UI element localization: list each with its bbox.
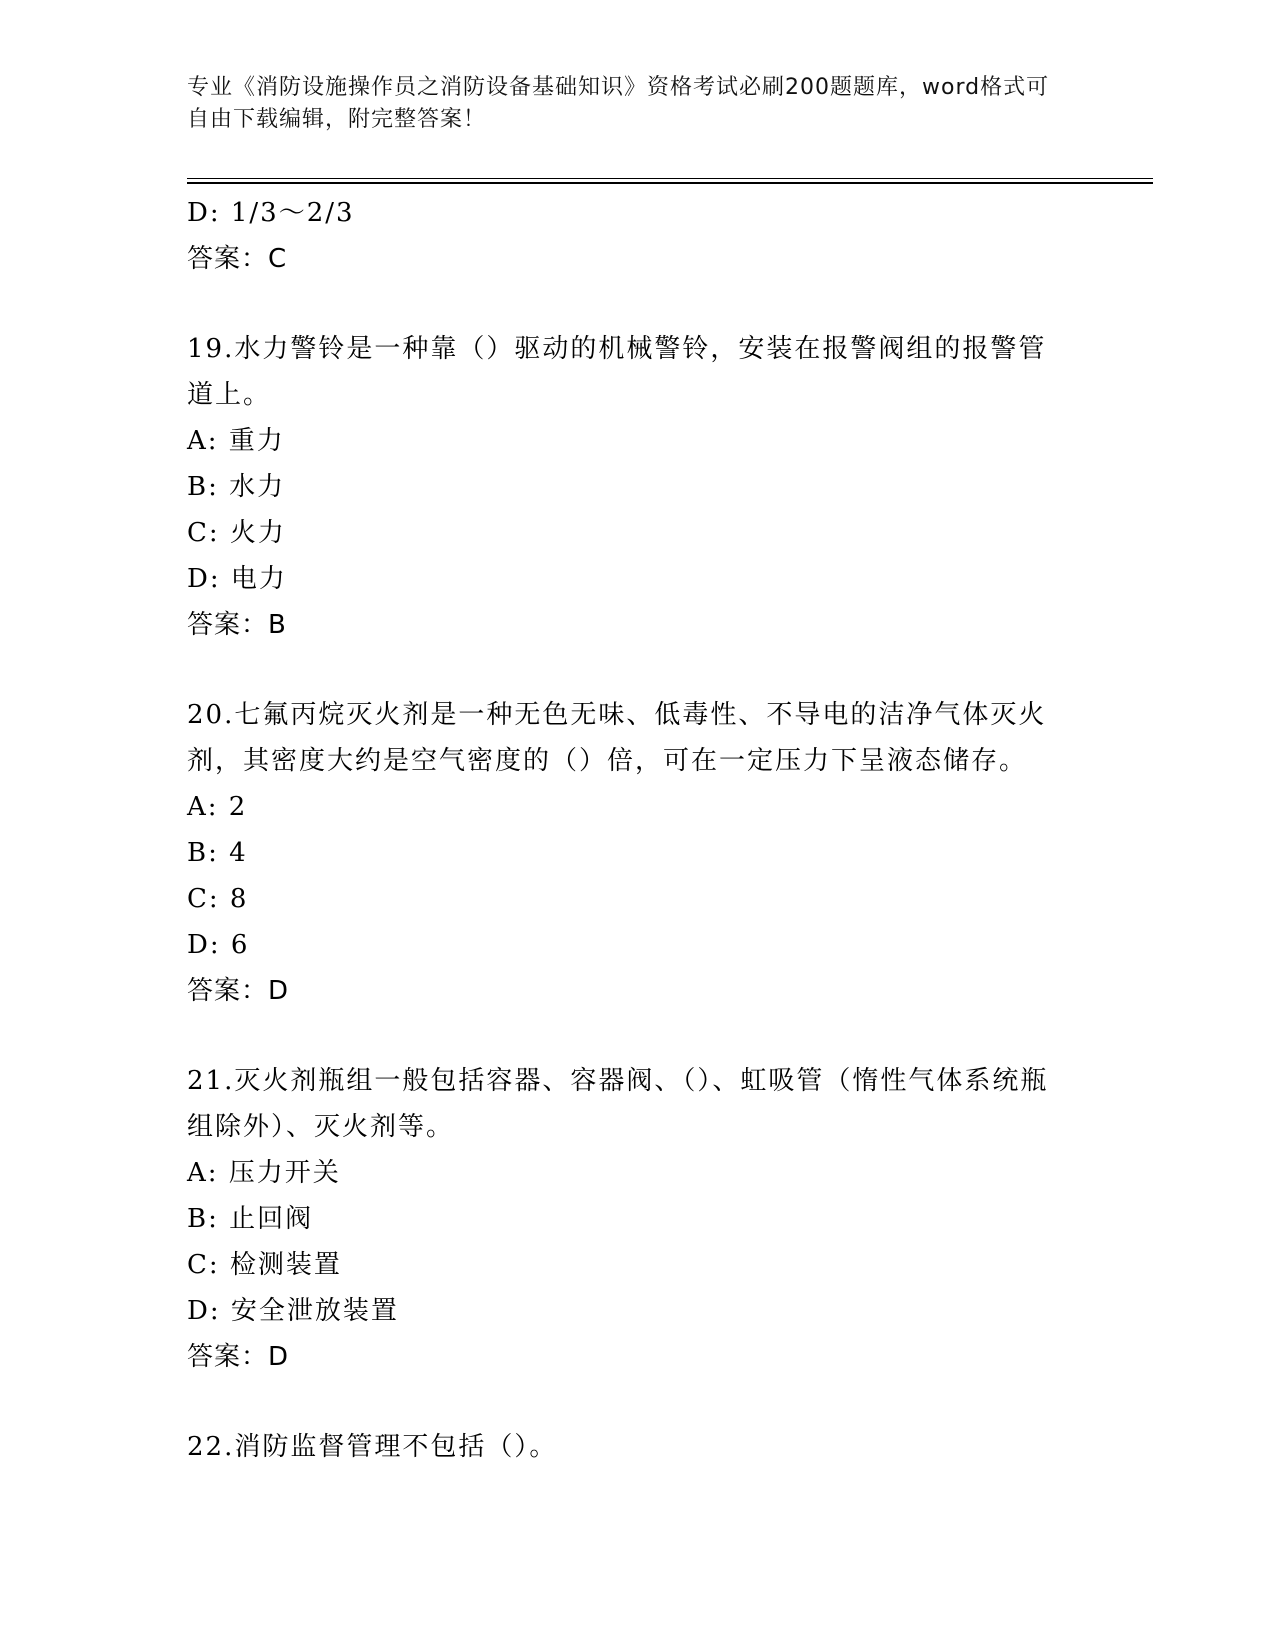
- question-21: [187, 1058, 1087, 1380]
- option-a: A: 2: [187, 792, 248, 822]
- option-c: C: 8: [187, 884, 249, 914]
- question-20: [187, 692, 1087, 1014]
- option-d: D: 1/3～2/3: [187, 198, 355, 228]
- option-a: A: 重力: [187, 426, 285, 456]
- question-text: 21.灭火剂瓶组一般包括容器、容器阀、（）、虹吸管（惰性气体系统瓶组除外）、灭火剂等。: [187, 1066, 1049, 1142]
- option-b: B: 水力: [187, 472, 286, 502]
- question-text: 20.七氟丙烷灭火剂是一种无色无味、低毒性、不导电的洁净气体灭火剂，其密度大约是空气密度的（）倍，可在一定压力下呈液态储存。: [187, 700, 1047, 776]
- answer-line: 答案：B: [187, 610, 287, 640]
- option-d: D: 安全泄放装置: [187, 1296, 399, 1326]
- question-22: [187, 1424, 1087, 1470]
- question-text: 22.消防监督管理不包括（）。: [187, 1432, 558, 1462]
- header-divider-thin: [187, 178, 1153, 179]
- answer-line: 答案：D: [187, 1342, 290, 1372]
- option-d: D: 电力: [187, 564, 287, 594]
- option-b: B: 4: [187, 838, 248, 868]
- option-b: B: 止回阀: [187, 1204, 314, 1234]
- option-c: C: 火力: [187, 518, 286, 548]
- question-list: [187, 190, 1087, 1470]
- header-divider-thick: [187, 182, 1153, 184]
- document-header: [187, 72, 1067, 136]
- header-title: 专业《消防设施操作员之消防设备基础知识》资格考试必刷200题题库，word格式可自由下载编辑，附完整答案！: [187, 75, 1050, 132]
- option-d: D: 6: [187, 930, 250, 960]
- question-19: [187, 326, 1087, 648]
- option-c: C: 检测装置: [187, 1250, 342, 1280]
- answer-line: 答案：D: [187, 976, 290, 1006]
- question-text: 19.水力警铃是一种靠（）驱动的机械警铃，安装在报警阀组的报警管道上。: [187, 334, 1047, 410]
- option-a: A: 压力开关: [187, 1158, 341, 1188]
- answer-line: 答案：C: [187, 244, 288, 274]
